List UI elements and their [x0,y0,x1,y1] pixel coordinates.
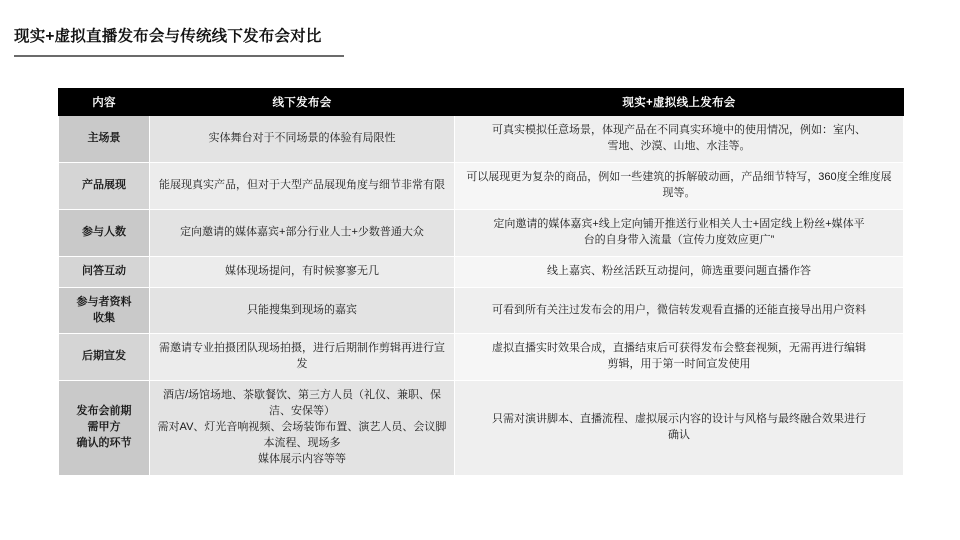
row-label: 问答互动 [59,256,150,287]
row-offline-cell: 定向邀请的媒体嘉宾+部分行业人士+少数普通大众 [150,209,455,256]
column-header-online: 现实+虚拟线上发布会 [455,89,904,116]
row-offline-cell: 需邀请专业拍摄团队现场拍摄，进行后期制作剪辑再进行宣发 [150,334,455,381]
table-row [59,162,904,209]
row-offline-cell: 只能搜集到现场的嘉宾 [150,287,455,334]
row-label: 产品展现 [59,162,150,209]
column-header-content: 内容 [59,89,150,116]
row-online-cell: 可以展现更为复杂的商品，例如一些建筑的拆解破动画，产品细节特写，360度全维度展现等。 [455,162,904,209]
comparison-table-wrapper [58,88,903,476]
row-label: 发布会前期 需甲方 确认的环节 [59,381,150,476]
page-title: 现实+虚拟直播发布会与传统线下发布会对比 [14,28,322,45]
table-row [59,256,904,287]
title-underline [14,55,344,57]
table-header-row [59,89,904,116]
table-row [59,334,904,381]
row-online-cell: 可真实模拟任意场景，体现产品在不同真实环境中的使用情况，例如：室内、 雪地、沙漠、山地、水洼等。 [455,116,904,163]
row-label: 主场景 [59,116,150,163]
row-online-cell: 只需对演讲脚本、直播流程、虚拟展示内容的设计与风格与最终融合效果进行 确认 [455,381,904,476]
comparison-table [58,88,904,476]
table-row [59,209,904,256]
row-label: 后期宣发 [59,334,150,381]
table-row [59,287,904,334]
row-offline-cell: 酒店/场馆场地、茶歇餐饮、第三方人员（礼仪、兼职、保洁、安保等） 需对AV、灯光音响视频、会场装饰布置、演艺人员、会议脚本流程、现场多 媒体展示内容等等 [150,381,455,476]
title-block [14,24,354,57]
row-offline-cell: 媒体现场提问，有时候寥寥无几 [150,256,455,287]
table-row [59,381,904,476]
column-header-offline: 线下发布会 [150,89,455,116]
row-online-cell: 可看到所有关注过发布会的用户，微信转发观看直播的还能直接导出用户资料 [455,287,904,334]
row-label: 参与人数 [59,209,150,256]
row-online-cell: 虚拟直播实时效果合成，直播结束后可获得发布会整套视频，无需再进行编辑 剪辑，用于第一时间宣发使用 [455,334,904,381]
table-body [59,116,904,476]
row-offline-cell: 能展现真实产品，但对于大型产品展现角度与细节非常有限 [150,162,455,209]
row-label: 参与者资料 收集 [59,287,150,334]
row-offline-cell: 实体舞台对于不同场景的体验有局限性 [150,116,455,163]
row-online-cell: 线上嘉宾、粉丝活跃互动提问，筛选重要问题直播作答 [455,256,904,287]
table-row [59,116,904,163]
row-online-cell: 定向邀请的媒体嘉宾+线上定向铺开推送行业相关人士+固定线上粉丝+媒体平 台的自身带入流量（宣传力度效应更广” [455,209,904,256]
